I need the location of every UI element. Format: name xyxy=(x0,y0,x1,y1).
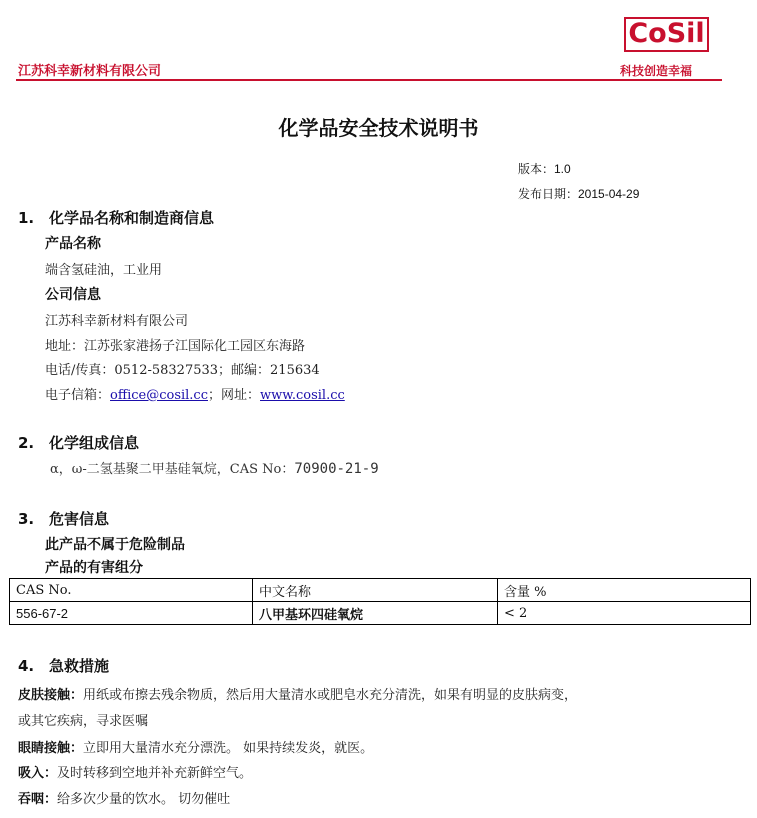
non-hazardous-notice: 此产品不属于危险制品 xyxy=(45,537,185,553)
section-4-title: 急救措施 xyxy=(49,657,110,675)
skin-contact-text: 用纸或布擦去残余物质，然后用大量清水或肥皂水充分清洗，如果有明显的皮肤病变， xyxy=(83,688,578,703)
section-4-heading xyxy=(18,655,109,676)
document-release-date: 发布日期：2015-04-29 xyxy=(518,187,640,201)
company-phone-postcode: 电话/传真：0512-58327533；邮编：215634 xyxy=(45,363,320,378)
header-divider xyxy=(16,79,722,81)
inhalation-label: 吸入： xyxy=(18,766,58,781)
ingestion-text: 给多次少量的饮水。 切勿催吐 xyxy=(57,792,231,807)
table-header-chinese-name: 中文名称 xyxy=(253,579,498,602)
composition-line xyxy=(50,458,379,477)
inhalation-text: 及时转移到空地并补充新鲜空气。 xyxy=(57,766,253,781)
skin-contact-continued: 或其它疾病，寻求医嘱 xyxy=(18,714,149,729)
composition-text: α，ω-二氢基聚二甲基硅氧烷，CAS No： xyxy=(50,462,295,477)
table-row xyxy=(10,602,751,625)
section-3-title: 危害信息 xyxy=(49,510,110,528)
table-header-content: 含量 % xyxy=(498,579,751,602)
document-title: 化学品安全技术说明书 xyxy=(278,116,479,140)
section-1-title: 化学品名称和制造商信息 xyxy=(49,209,215,227)
ingestion-line xyxy=(18,788,230,807)
website-label: ；网址： xyxy=(208,388,261,403)
company-info-heading: 公司信息 xyxy=(45,287,101,303)
email-label: 电子信箱： xyxy=(45,388,111,403)
section-1-heading xyxy=(18,207,214,228)
hazard-components-heading: 产品的有害组分 xyxy=(45,560,143,576)
eye-contact-label: 眼睛接触： xyxy=(18,741,84,756)
section-2-title: 化学组成信息 xyxy=(49,434,140,452)
skin-contact-line xyxy=(18,684,577,703)
skin-contact-label: 皮肤接触： xyxy=(18,688,84,703)
website-link[interactable]: www.cosil.cc xyxy=(260,388,345,403)
eye-contact-line xyxy=(18,737,373,756)
header-company-name: 江苏科幸新材料有限公司 xyxy=(18,64,162,79)
table-cell-content: < 2 xyxy=(498,602,751,625)
company-address: 地址：江苏张家港扬子江国际化工园区东海路 xyxy=(45,339,306,354)
table-header-row xyxy=(10,579,751,602)
hazard-components-table xyxy=(9,578,751,625)
eye-contact-text: 立即用大量清水充分漂洗。 如果持续发炎，就医。 xyxy=(83,741,374,756)
section-2-number: 2. xyxy=(18,434,35,452)
table-cell-cas: 556-67-2 xyxy=(10,602,253,625)
header-slogan: 科技创造幸福 xyxy=(620,64,693,78)
section-4-number: 4. xyxy=(18,657,35,675)
inhalation-line xyxy=(18,762,252,781)
email-link[interactable]: office@cosil.cc xyxy=(110,388,208,403)
company-contact-line xyxy=(45,384,345,403)
table-header-cas: CAS No. xyxy=(10,579,253,602)
ingestion-label: 吞咽： xyxy=(18,792,58,807)
company-info-name: 江苏科幸新材料有限公司 xyxy=(45,314,189,329)
document-version: 版本：1.0 xyxy=(518,162,571,176)
cosil-logo: CoSil xyxy=(624,17,709,52)
section-2-heading xyxy=(18,432,139,453)
composition-cas-number: 70900-21-9 xyxy=(294,461,379,477)
section-3-number: 3. xyxy=(18,510,35,528)
product-name-heading: 产品名称 xyxy=(45,236,101,252)
section-1-number: 1. xyxy=(18,209,35,227)
product-name-value: 端含氢硅油，工业用 xyxy=(45,263,163,278)
table-cell-chinese-name: 八甲基环四硅氧烷 xyxy=(253,602,498,625)
section-3-heading xyxy=(18,508,109,529)
